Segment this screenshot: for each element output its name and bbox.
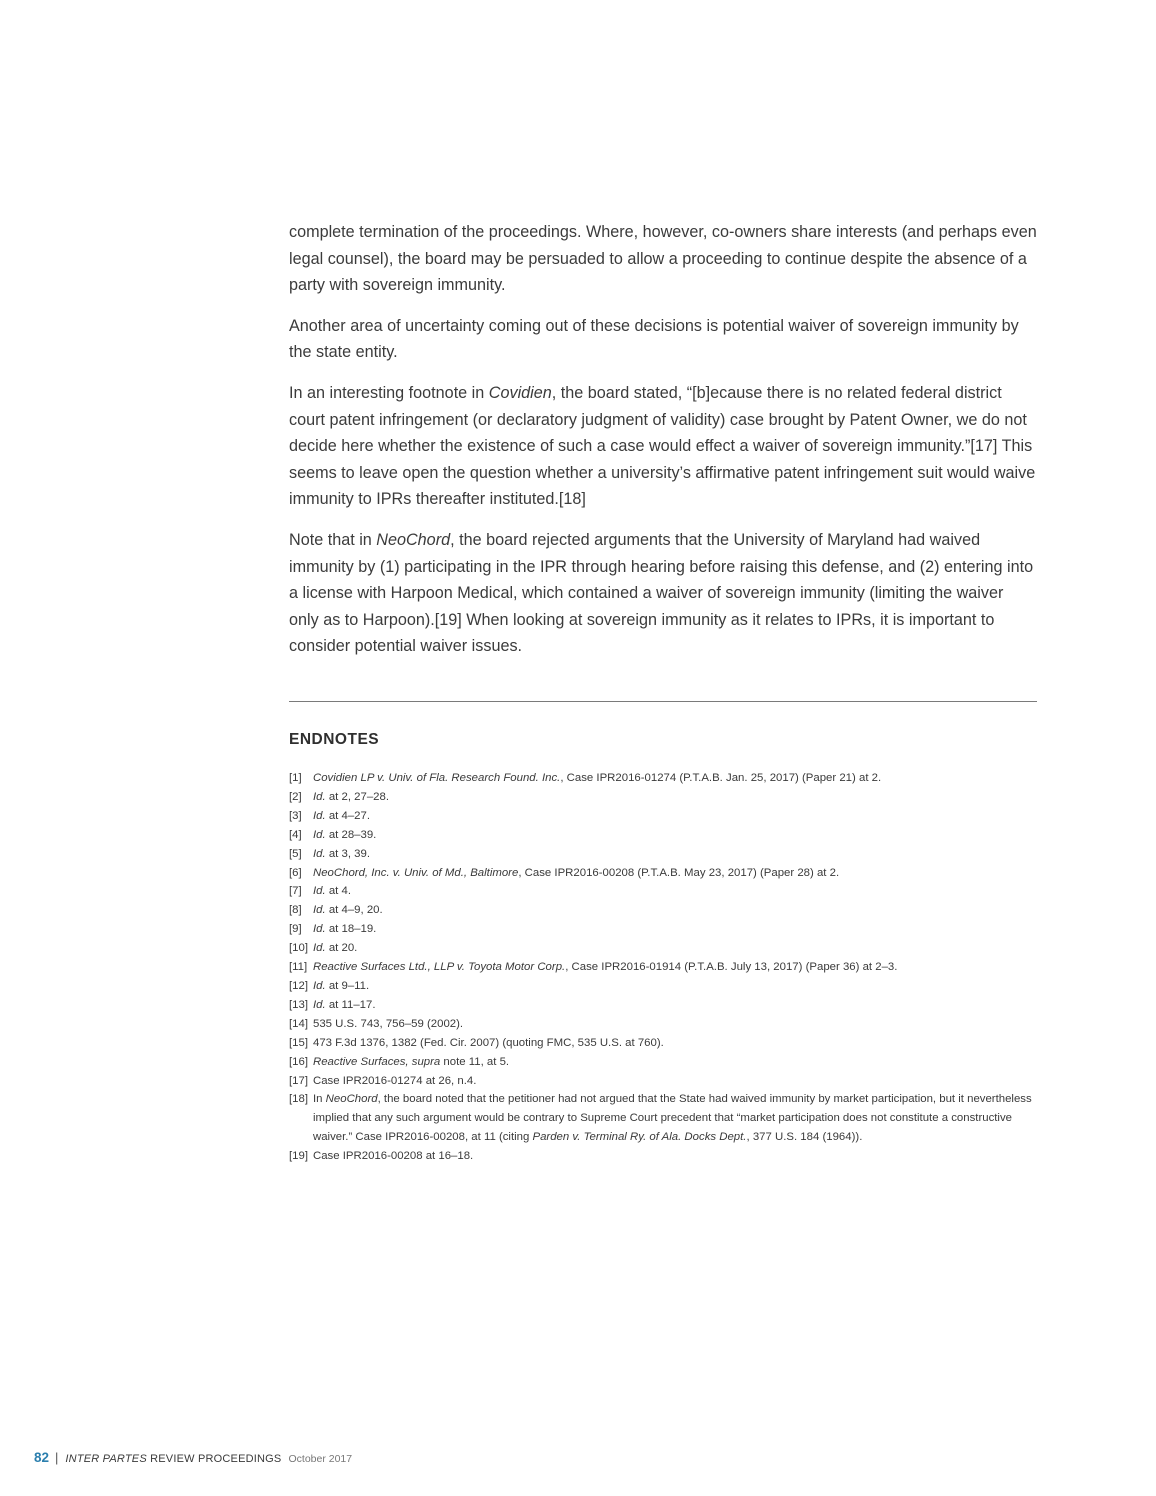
endnote-rest: , Case IPR2016-01274 (P.T.A.B. Jan. 25, 2017) (Paper 21) at 2. [560,772,882,784]
endnote-rest: , Case IPR2016-00208 (P.T.A.B. May 23, 2017) (Paper 28) at 2. [518,866,840,879]
endnote-italic: Parden v. Terminal Ry. of Ala. Docks Dept. [532,1131,747,1144]
endnote-item [289,864,1037,883]
endnote-text [313,864,1037,883]
endnote-italic: Id. [313,790,326,803]
endnote-number: [1] [289,772,302,784]
endnote-number: [8] [289,904,302,917]
endnote-rest: , Case IPR2016-01914 (P.T.A.B. July 13, 2017) (Paper 36) at 2–3. [565,961,898,974]
endnote-text [313,882,1037,901]
endnote-rest: at 9–11. [325,979,370,992]
endnote-rest: at 2, 27–28. [325,790,390,803]
text-run: , the board stated, “[b]ecause there is no related federal district court patent infringement (or declaratory judgment of validity) case brought by Patent Owner, we do not decide here whether the existence of such a case would effect a waiver of sovereign immunity.”[17] This seems to leave open the question whether a university’s affirmative patent infringement suit would waive immunity to IPRs thereafter instituted.[18] [289,383,1036,509]
endnote-number: [13] [289,998,308,1011]
endnote-italic: Id. [313,904,326,917]
endnote-number: [18] [289,1093,308,1106]
endnote-rest: at 11–17. [325,998,376,1011]
endnote-text [313,807,1037,826]
endnote-item [289,1034,1037,1053]
endnote-rest: , 377 U.S. 184 (1964)). [746,1131,863,1144]
endnote-item [289,826,1037,845]
endnote-number: [4] [289,828,302,841]
endnote-rest: at 4–9, 20. [325,904,383,917]
endnote-number: [9] [289,923,302,936]
paragraph-2: Another area of uncertainty coming out of these decisions is potential waiver of sovereign immunity by the state entity. [289,316,1019,362]
endnote-number: [2] [289,790,302,803]
endnote-text [313,1147,1037,1166]
endnote-number: [16] [289,1055,308,1068]
endnote-rest: In [313,1093,326,1106]
endnote-rest: note 11, at 5. [440,1055,510,1068]
endnote-rest: Case IPR2016-01274 at 26, n.4. [313,1074,477,1087]
endnote-item [289,1053,1037,1072]
endnote-italic: Id. [313,828,326,841]
endnote-number: [19] [289,1150,308,1163]
endnote-number: [17] [289,1074,308,1087]
endnote-text [313,788,1037,807]
endnote-text [313,845,1037,864]
endnote-number: [6] [289,866,302,879]
endnote-item [289,1147,1037,1166]
paragraph-4 [289,527,1037,660]
endnote-italic: Id. [313,998,326,1011]
endnote-rest: Case IPR2016-00208 at 16–18. [313,1150,474,1163]
endnote-italic: Reactive Surfaces, supra [313,1055,441,1068]
endnote-rest: at 3, 39. [325,847,370,860]
endnote-text [313,826,1037,845]
footer-separator: | [55,1450,59,1465]
endnote-rest: at 4. [325,885,352,898]
endnote-item [289,901,1037,920]
endnote-item [289,1015,1037,1034]
section-divider [289,701,1037,702]
endnote-rest: at 28–39. [325,828,377,841]
endnote-italic: Id. [313,809,326,822]
endnote-italic: Id. [313,885,326,898]
text-run: In an interesting footnote in [289,383,489,402]
title-rest: REVIEW PROCEEDINGS [146,1453,282,1465]
endnote-text [313,939,1037,958]
endnote-italic: NeoChord, Inc. v. Univ. of Md., Baltimore [313,866,519,879]
endnote-item [289,845,1037,864]
endnote-text [313,958,1037,977]
endnote-text [313,1090,1037,1147]
endnote-italic: Reactive Surfaces Ltd., LLP v. Toyota Motor Corp. [313,961,566,974]
endnote-text [313,1015,1037,1034]
italic-case-name: Covidien [488,383,552,402]
endnote-number: [10] [289,942,308,955]
endnote-item [289,920,1037,939]
endnote-number: [14] [289,1017,308,1030]
endnote-number: [15] [289,1036,308,1049]
endnotes-list [289,769,1037,1166]
publication-title [65,1453,281,1465]
endnote-italic: Covidien LP v. Univ. of Fla. Research Found. Inc. [313,772,561,784]
endnote-number: [3] [289,809,302,822]
text-run: , the board rejected arguments that the University of Maryland had waived immunity by (1) participating in the IPR through hearing before raising this defense, and (2) entering into a license with Harpoon Medical, which contained a waiver of sovereign immunity (limiting the waiver only as to Harpoon).[19] When looking at sovereign immunity as it relates to IPRs, it is important to consider potential waiver issues. [289,530,1034,656]
endnote-text [313,769,1037,788]
endnote-item [289,882,1037,901]
endnote-number: [12] [289,979,308,992]
endnote-number: [7] [289,885,302,898]
page-number: 82 [34,1450,50,1465]
endnote-italic: NeoChord [325,1093,378,1106]
endnote-italic: Id. [313,847,326,860]
endnote-item [289,807,1037,826]
italic-case-name: NeoChord [376,530,451,549]
endnotes-heading: ENDNOTES [289,731,380,748]
body-text [289,219,1037,674]
endnote-text [313,920,1037,939]
paragraph-1: complete termination of the proceedings. Where, however, co-owners share interests (and perhaps even legal counsel), the board may be persuaded to allow a proceeding to continue despite the absence of a party with sovereign immunity. [289,223,1037,295]
publication-date: October 2017 [288,1453,353,1465]
endnote-item [289,1090,1037,1147]
endnote-number: [5] [289,847,302,860]
endnote-item [289,1072,1037,1091]
endnote-text [313,1053,1037,1072]
endnote-rest: at 20. [325,942,358,955]
endnote-rest: , the board noted that the petitioner had not argued that the State had waived immunity by market participation, but it nevertheless implied that any such argument would be contrary to Supreme Court precedent that “market participation does not constitute a constructive waiver.” Case IPR2016-00208, at 11 (citing [313,1093,1032,1144]
endnote-item [289,788,1037,807]
endnote-text [313,977,1037,996]
endnote-item [289,958,1037,977]
endnote-item [289,769,1037,788]
endnote-text [313,1072,1037,1091]
endnote-rest: at 4–27. [325,809,371,822]
endnote-text [313,901,1037,920]
title-italic: INTER PARTES [65,1453,147,1465]
page-footer [34,1450,352,1465]
endnote-item [289,977,1037,996]
endnote-italic: Id. [313,942,326,955]
endnote-text [313,996,1037,1015]
endnote-number: [11] [289,961,308,974]
endnote-text [313,1034,1037,1053]
endnote-item [289,996,1037,1015]
endnote-item [289,939,1037,958]
endnote-italic: Id. [313,923,326,936]
endnote-rest: 535 U.S. 743, 756–59 (2002). [313,1017,464,1030]
endnote-rest: 473 F.3d 1376, 1382 (Fed. Cir. 2007) (quoting FMC, 535 U.S. at 760). [313,1036,664,1049]
endnote-italic: Id. [313,979,326,992]
paragraph-3 [289,380,1037,513]
endnote-rest: at 18–19. [325,923,377,936]
text-run: Note that in [289,530,377,549]
